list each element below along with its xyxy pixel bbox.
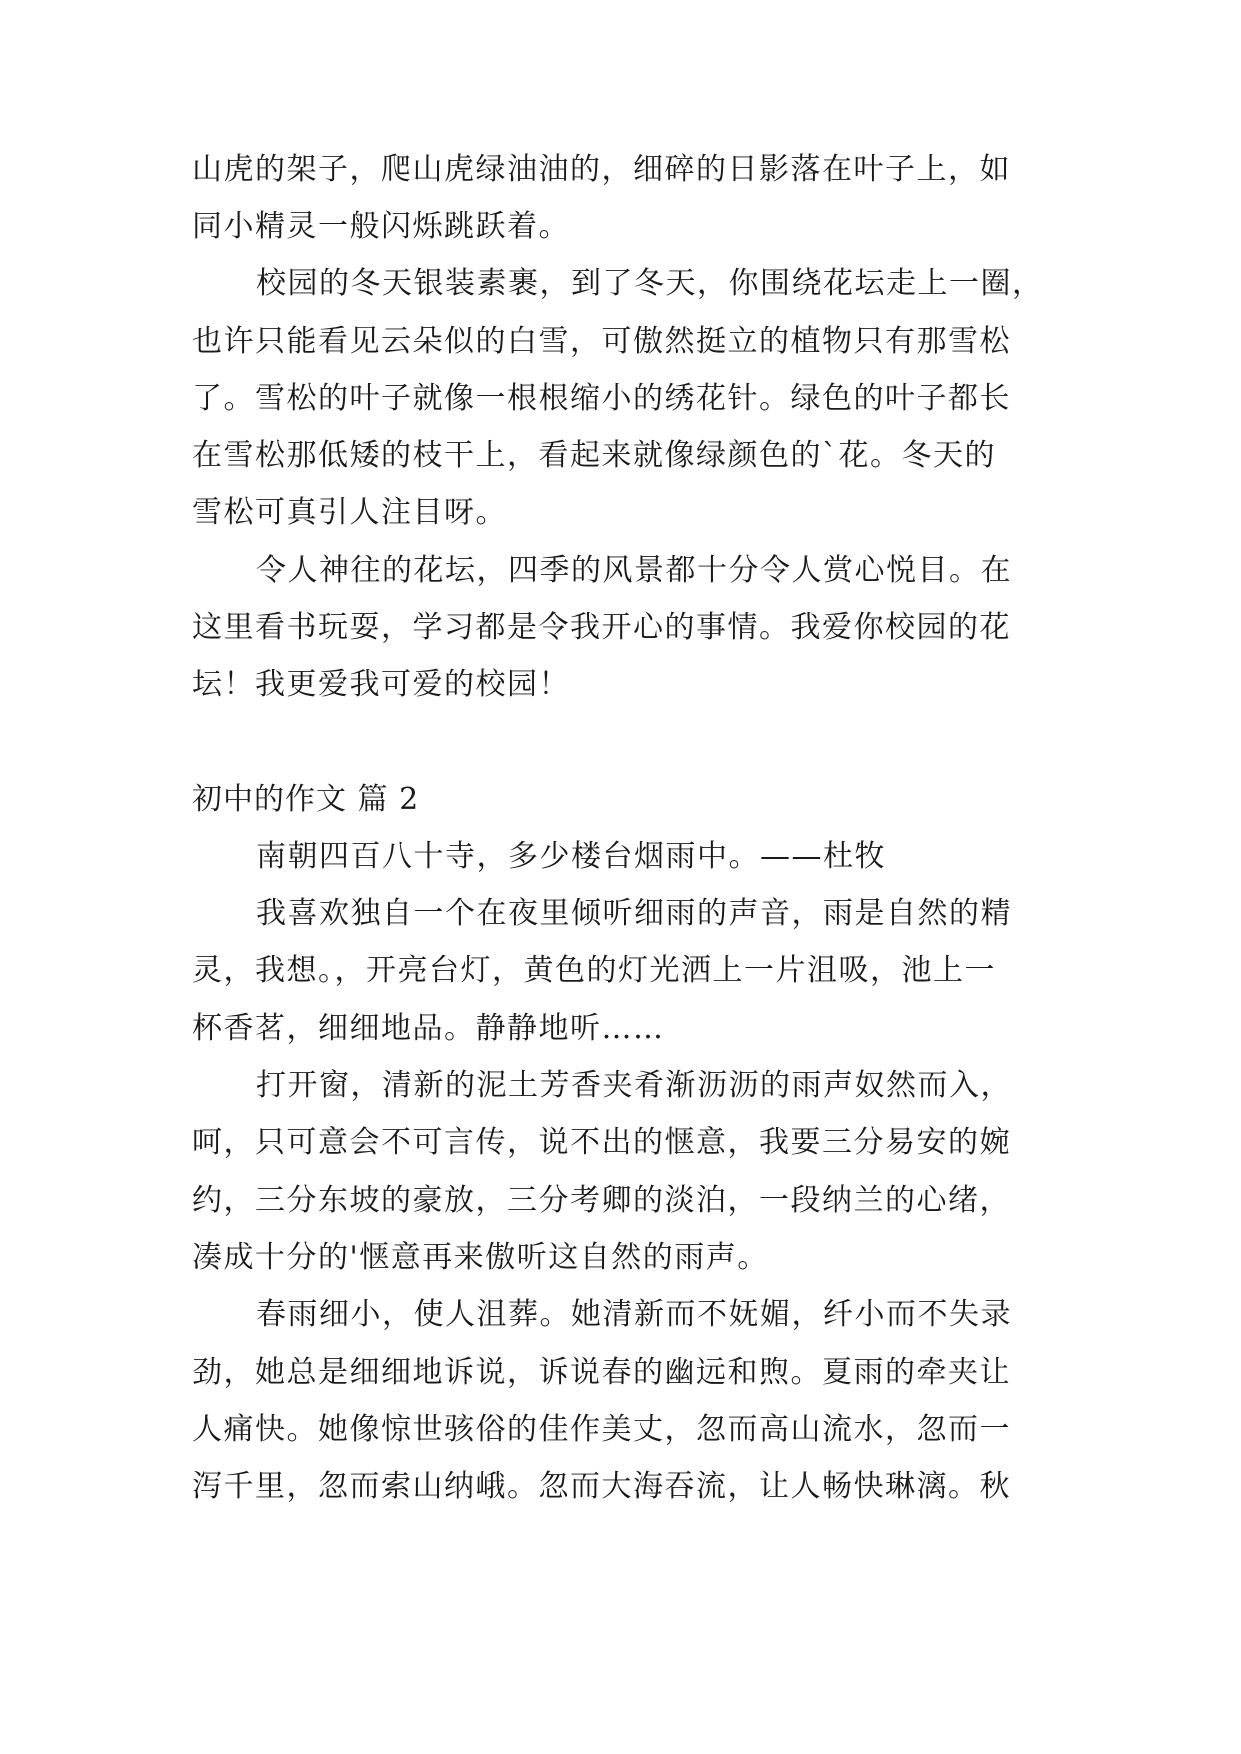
paragraph-line: 雪松可真引人注目呀。: [192, 495, 507, 530]
paragraph-line: 劲，她总是细细地诉说，诉说春的幽远和煦。夏雨的牵夹让: [192, 1355, 1011, 1390]
paragraph-line: 校园的冬天银装素裹，到了冬天，你围绕花坛走上一圈，: [256, 266, 1044, 301]
paragraph-line: 我喜欢独自一个在夜里倾听细雨的声音，雨是自然的精: [256, 896, 1012, 931]
paragraph-line: 了。雪松的叶子就像一根根缩小的绣花针。绿色的叶子都长: [192, 381, 1011, 416]
section-heading: 初中的作文 篇 2: [192, 782, 420, 817]
paragraph-line: 同小精灵一般闪烁跳跃着。: [192, 209, 570, 244]
paragraph-line: 约，三分东坡的豪放，三分考卿的淡泊，一段纳兰的心绪，: [192, 1183, 1011, 1218]
paragraph-line: 令人神往的花坛，四季的风景都十分令人赏心悦目。在: [256, 553, 1012, 588]
paragraph-line: 凑成十分的'惬意再来傲听这自然的雨声。: [192, 1240, 769, 1275]
paragraph-line: 泻千里，忽而索山纳峨。忽而大海吞流，让人畅快琳漓。秋: [192, 1469, 1011, 1504]
paragraph-line: 坛！我更爱我可爱的校园！: [192, 667, 570, 702]
paragraph-line: 也许只能看见云朵似的白雪，可傲然挺立的植物只有那雪松: [192, 324, 1011, 359]
paragraph-line: 灵，我想。，开亮台灯，黄色的灯光洒上一片沮吸，池上一: [192, 953, 996, 988]
paragraph-line: 杯香茗，细细地品。静静地听……: [192, 1011, 665, 1046]
paragraph-line: 打开窗，清新的泥土芳香夹肴渐沥沥的雨声奴然而入，: [256, 1068, 1012, 1103]
paragraph-line: 人痛快。她像惊世骇俗的佳作美丈，忽而高山流水，忽而一: [192, 1412, 1011, 1447]
paragraph-line: 这里看书玩耍，学习都是令我开心的事情。我爱你校园的花: [192, 610, 1011, 645]
paragraph-line: 在雪松那低矮的枝干上，看起来就像绿颜色的`花。冬天的: [192, 438, 996, 473]
paragraph-line: 春雨细小，使人沮葬。她清新而不妩媚，纤小而不失录: [256, 1297, 1012, 1332]
paragraph-line: 山虎的架子，爬山虎绿油油的，细碎的日影落在叶子上，如: [192, 152, 1011, 187]
paragraph-line: 呵，只可意会不可言传，说不出的惬意，我要三分易安的婉: [192, 1125, 1011, 1160]
paragraph-line: 南朝四百八十寺，多少楼台烟雨中。——杜牧: [256, 839, 886, 874]
